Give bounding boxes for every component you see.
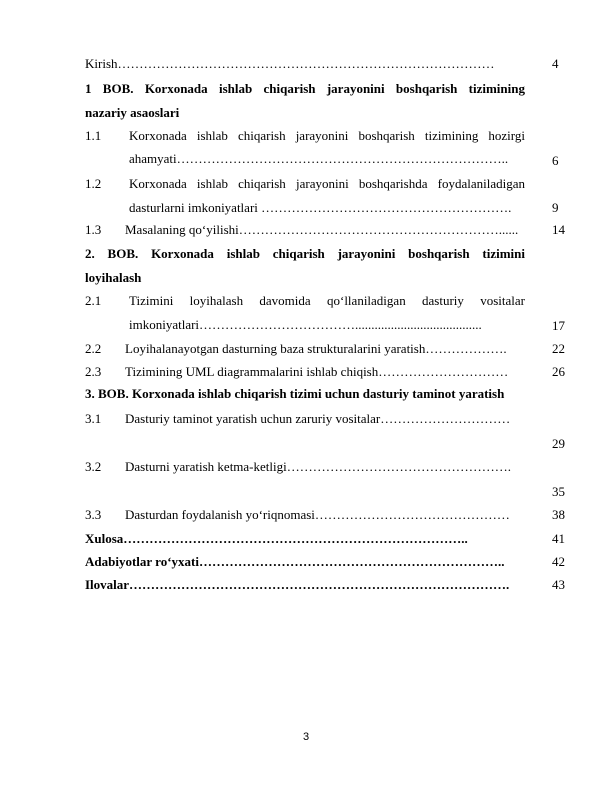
toc-page-number: 4 — [552, 56, 559, 71]
section-number: 1.3 — [85, 222, 102, 237]
toc-page-number: 41 — [552, 531, 565, 546]
section-number: 2.3 — [85, 364, 102, 379]
toc-entry-label: ahamyati………………………………………………………………….. — [129, 151, 509, 166]
toc-entry-label: Dasturdan foydalanish yo‘riqnomasi……………………………………… — [125, 507, 510, 522]
page-footer-number: 3 — [302, 731, 310, 743]
section-number: 1.2 — [85, 176, 102, 191]
chapter-2-heading[interactable]: 2. BOB. Korxonada ishlab chiqarish jarayonini boshqarish tizimini — [85, 246, 525, 261]
toc-entry-ilovalar[interactable]: Ilovalar……………………………………………………………………………. — [85, 577, 510, 592]
toc-page-number: 29 — [552, 436, 565, 451]
toc-entry-label: Korxonada ishlab chiqarish jarayonini boshqarish tizimining hozirgi — [129, 128, 525, 143]
toc-entry-adabiyotlar[interactable]: Adabiyotlar ro‘yxati…………………………………………………………….. — [85, 554, 505, 569]
section-number: 3.2 — [85, 459, 102, 474]
toc-page-number: 35 — [552, 484, 565, 499]
toc-page-number: 9 — [552, 200, 559, 215]
toc-entry-xulosa[interactable]: Xulosa…………………………………………………………………….. — [85, 531, 468, 546]
toc-entry-label: Dasturiy taminot yaratish uchun zaruriy vositalar………………………… — [125, 411, 511, 426]
toc-entry-label: Dasturni yaratish ketma-ketligi……………………………………………. — [125, 459, 511, 474]
section-number: 3.1 — [85, 411, 102, 426]
chapter-1-heading[interactable]: 1 BOB. Korxonada ishlab chiqarish jarayonini boshqarish tizimining — [85, 81, 525, 96]
toc-page-number: 14 — [552, 222, 565, 237]
toc-entry-label: Kirish…………………………………………………………………………… — [85, 56, 495, 71]
section-number: 3.3 — [85, 507, 102, 522]
chapter-2-heading-cont: loyihalash — [85, 270, 142, 285]
section-number: 2.2 — [85, 341, 102, 356]
toc-entry-kirish[interactable] — [85, 56, 525, 72]
toc-entry-label: Korxonada ishlab chiqarish jarayonini boshqarishda foydalaniladigan — [129, 176, 525, 191]
chapter-1-heading-cont: nazariy asaoslari — [85, 105, 180, 120]
toc-entry-label: Loyihalanayotgan dasturning baza strukturalarini yaratish………………. — [125, 341, 507, 356]
toc-page-number: 26 — [552, 364, 565, 379]
toc-entry-label: dasturlarni imkoniyatlari …………………………………………………. — [129, 200, 512, 215]
toc-page-number: 17 — [552, 318, 565, 333]
toc-entry-label: Tizimining UML diagrammalarini ishlab chiqish………………………… — [125, 364, 509, 379]
toc-entry-label: imkoniyatlari………………………………....................................... — [129, 317, 482, 332]
toc-page-number: 6 — [552, 153, 559, 168]
section-number: 2.1 — [85, 293, 102, 308]
toc-page-number: 22 — [552, 341, 565, 356]
toc-page-number: 43 — [552, 577, 565, 592]
section-number: 1.1 — [85, 128, 102, 143]
toc-entry-label: Masalaning qo‘yilishi……………………………………………………...... — [125, 222, 519, 237]
chapter-3-heading[interactable]: 3. BOB. Korxonada ishlab chiqarish tizimi uchun dasturiy taminot yaratish — [85, 386, 505, 401]
toc-page-number: 42 — [552, 554, 565, 569]
toc-page-number: 38 — [552, 507, 565, 522]
toc-entry-label: Tizimini loyihalash davomida qo‘llaniladigan dasturiy vositalar — [129, 293, 525, 308]
